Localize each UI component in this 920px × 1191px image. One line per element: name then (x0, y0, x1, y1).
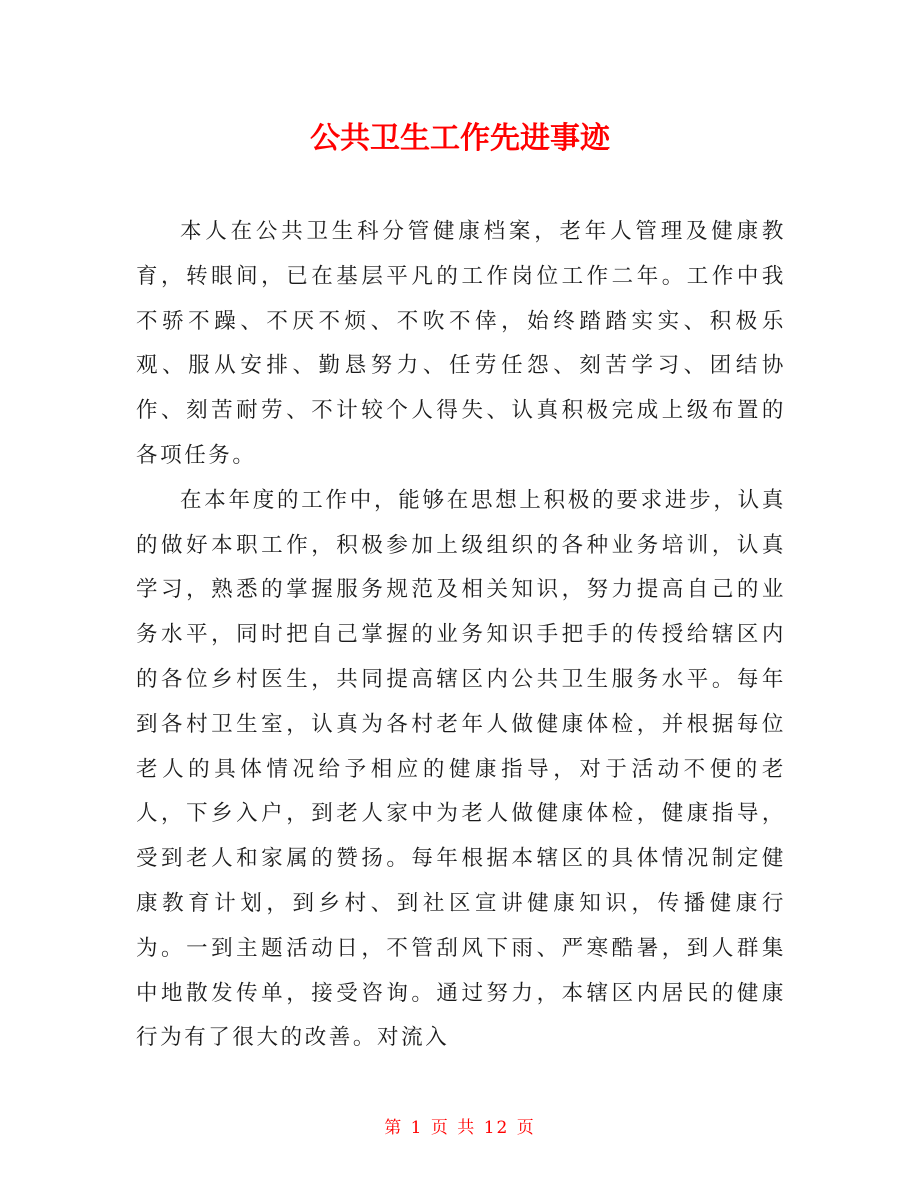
paragraph-1: 本人在公共卫生科分管健康档案，老年人管理及健康教育，转眼间，已在基层平凡的工作岗位工作二年。工作中我不骄不躁、不厌不烦、不吹不倖，始终踏踏实实、积极乐观、服从安排、勤恳努力、任劳任怨、刻苦学习、团结协作、刻苦耐劳、不计较个人得失、认真积极完成上级布置的各项任务。 (136, 219, 786, 468)
page-number-footer: 第 1 页 共 12 页 (384, 1118, 536, 1138)
document-body (136, 210, 786, 1061)
paragraph-2: 在本年度的工作中，能够在思想上积极的要求进步，认真的做好本职工作，积极参加上级组织的各种业务培训，认真学习，熟悉的掌握服务规范及相关知识，努力提高自己的业务水平，同时把自己掌握的业务知识手把手的传授给辖区内的各位乡村医生，共同提高辖区内公共卫生服务水平。每年到各村卫生室，认真为各村老年人做健康体检，并根据每位老人的具体情况给予相应的健康指导，对于活动不便的老人，下乡入户，到老人家中为老人做健康体检，健康指导，受到老人和家属的赞扬。每年根据本辖区的具体情况制定健康教育计划，到乡村、到社区宣讲健康知识，传播健康行为。一到主题活动日，不管刮风下雨、严寒酷暑，到人群集中地散发传单，接受咨询。通过努力，本辖区内居民的健康行为有了很大的改善。对流入 (136, 487, 786, 1051)
document-title: 公共卫生工作先进事迹 (310, 121, 610, 156)
